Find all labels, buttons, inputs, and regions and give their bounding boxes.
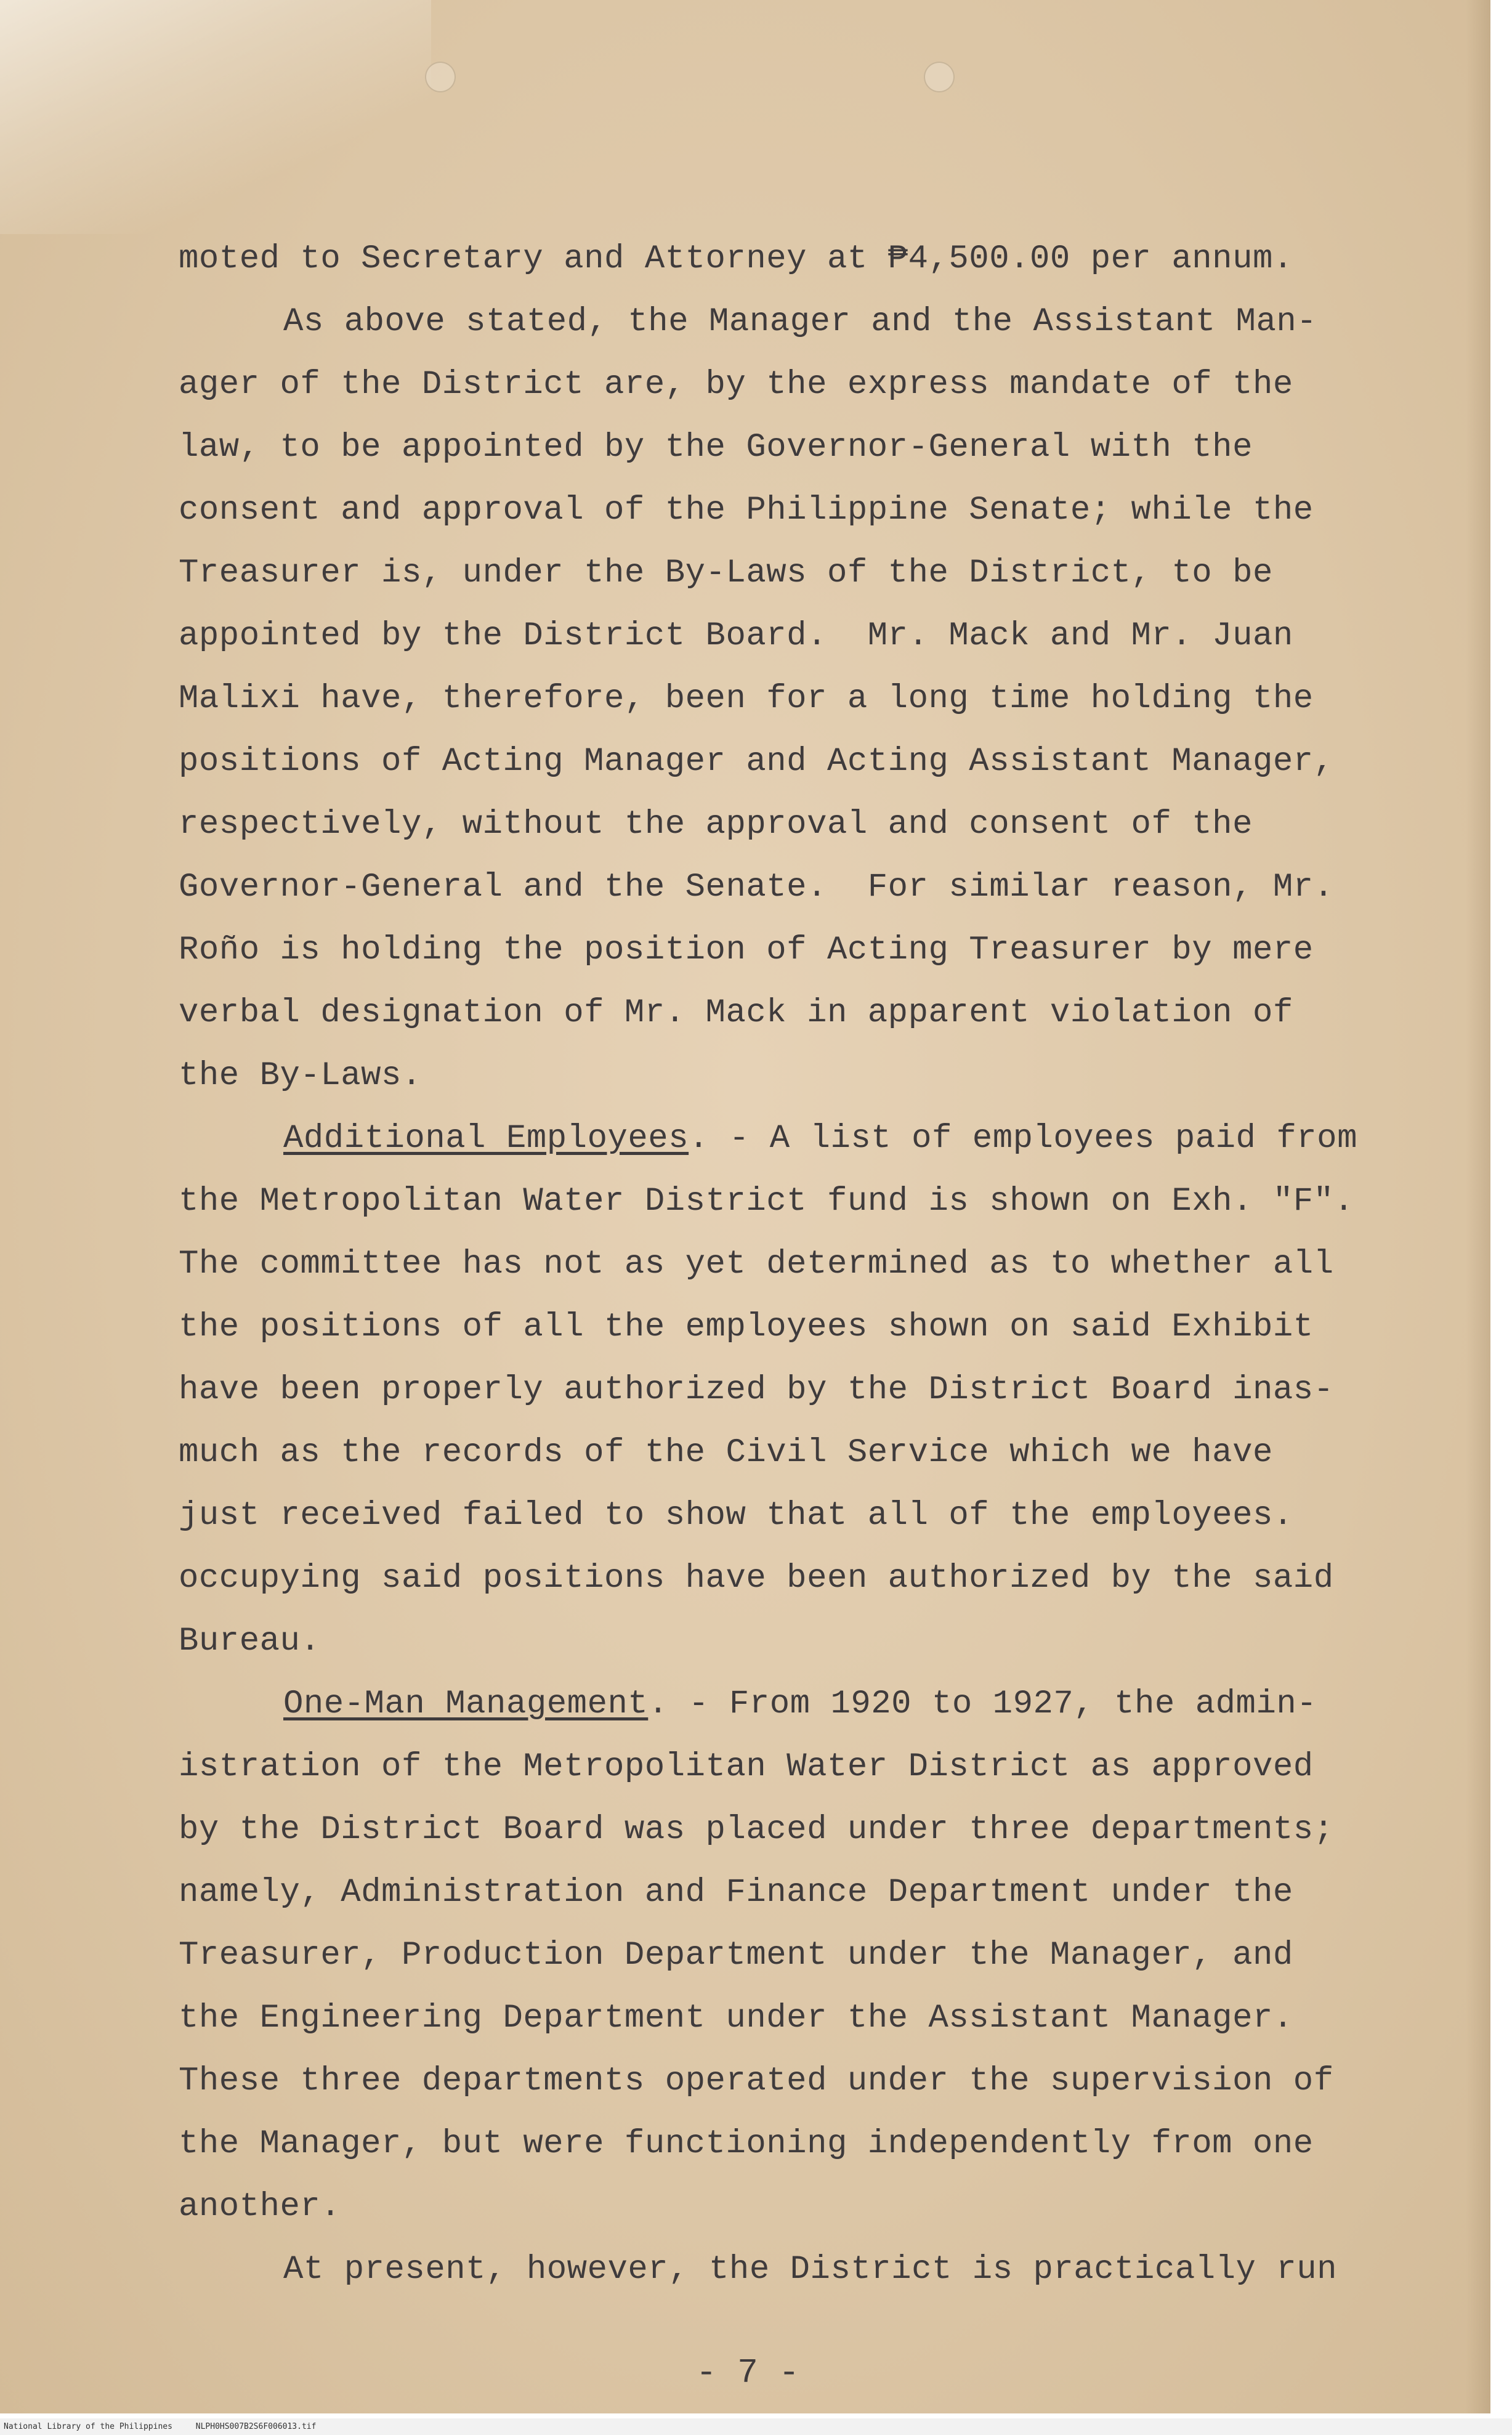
text-line: Treasurer is, under the By-Laws of the District, to be: [179, 554, 1273, 592]
text-line: Governor-General and the Senate. For similar reason, Mr.: [179, 869, 1334, 906]
archive-name: National Library of the Philippines: [4, 2422, 172, 2431]
text-line: another.: [179, 2188, 341, 2226]
text-line: by the District Board was placed under three departments;: [179, 1811, 1334, 1849]
page-edge-shadow: [1466, 0, 1490, 2413]
file-name: NLPH0HS007B2S6F006013.tif: [195, 2422, 317, 2431]
section-heading-line: [179, 1673, 1373, 1736]
text-line: namely, Administration and Finance Department under the: [179, 1874, 1293, 1911]
text-line: appointed by the District Board. Mr. Mack and Mr. Juan: [179, 617, 1293, 655]
text-line: verbal designation of Mr. Mack in apparent violation of: [179, 994, 1293, 1032]
text-line: consent and approval of the Philippine Senate; while the: [179, 492, 1314, 529]
text-line: have been properly authorized by the District Board inas-: [179, 1371, 1334, 1409]
text-line: the By-Laws.: [179, 1057, 422, 1095]
text-line: These three departments operated under the supervision of: [179, 2062, 1334, 2100]
text-line: Roño is holding the position of Acting Treasurer by mere: [179, 931, 1314, 969]
text-line: the Metropolitan Water District fund is shown on Exh. "F".: [179, 1183, 1354, 1220]
text-line: Malixi have, therefore, been for a long time holding the: [179, 680, 1314, 718]
section-heading-line: [179, 1108, 1373, 1170]
section-heading-additional-employees: Additional Employees: [283, 1120, 689, 1157]
text-line: istration of the Metropolitan Water District as approved: [179, 1748, 1314, 1786]
section-heading-one-man-management: One-Man Management: [283, 1685, 649, 1723]
page-fold-shading: [0, 0, 431, 234]
text-line: law, to be appointed by the Governor-General with the: [179, 429, 1253, 466]
text-line: occupying said positions have been authorized by the said: [179, 1560, 1334, 1597]
text-line: much as the records of the Civil Service which we have: [179, 1434, 1273, 1472]
text-line: respectively, without the approval and consent of the: [179, 806, 1253, 843]
text-line: the Manager, but were functioning independently from one: [179, 2125, 1314, 2163]
text-line: ager of the District are, by the express mandate of the: [179, 366, 1293, 403]
text-line: Treasurer, Production Department under the Manager, and: [179, 1937, 1293, 1974]
scan-footer: [0, 2418, 1512, 2435]
text-line: just received failed to show that all of the employees.: [179, 1497, 1293, 1534]
text-line: positions of Acting Manager and Acting Assistant Manager,: [179, 743, 1334, 780]
punch-hole: [425, 62, 456, 92]
text-line: At present, however, the District is practically run: [283, 2251, 1338, 2288]
text-line-rest: . - A list of employees paid from: [689, 1120, 1357, 1157]
punch-hole: [924, 62, 955, 92]
text-line: Bureau.: [179, 1623, 321, 1660]
text-line-rest: . - From 1920 to 1927, the admin-: [648, 1685, 1317, 1723]
page-number: - 7 -: [696, 2353, 800, 2392]
text-line: the Engineering Department under the Assistant Manager.: [179, 1999, 1293, 2037]
text-line: The committee has not as yet determined as to whether all: [179, 1246, 1334, 1283]
text-line: As above stated, the Manager and the Assistant Man-: [283, 303, 1317, 341]
text-line: the positions of all the employees shown on said Exhibit: [179, 1308, 1314, 1346]
body-text: [179, 228, 1373, 2301]
text-line: moted to Secretary and Attorney at ₱4,500.00 per annum.: [179, 240, 1293, 278]
